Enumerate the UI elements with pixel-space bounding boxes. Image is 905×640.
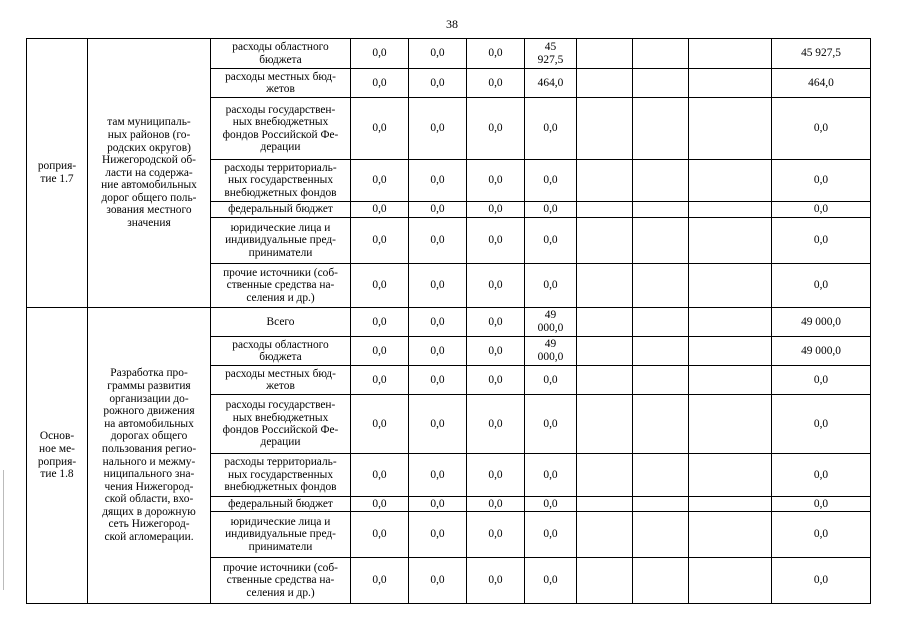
amount-cell-2: 0,0	[409, 512, 467, 558]
empty-year-cell	[689, 39, 772, 69]
funding-source-cell: расходы государствен- ных внебюджетных фондов Российской Фе- дерации	[211, 98, 351, 160]
amount-cell-4: 0,0	[525, 395, 577, 454]
empty-year-cell	[633, 497, 689, 512]
funding-source-cell: Всего	[211, 308, 351, 337]
empty-year-cell	[633, 308, 689, 337]
total-amount-cell: 0,0	[772, 218, 871, 264]
total-amount-cell: 0,0	[772, 264, 871, 308]
empty-year-cell	[633, 558, 689, 604]
amount-cell-1: 0,0	[351, 39, 409, 69]
empty-year-cell	[577, 160, 633, 202]
amount-cell-2: 0,0	[409, 337, 467, 366]
empty-year-cell	[689, 202, 772, 218]
amount-cell-3: 0,0	[467, 202, 525, 218]
amount-cell-3: 0,0	[467, 39, 525, 69]
total-amount-cell: 49 000,0	[772, 308, 871, 337]
amount-cell-1: 0,0	[351, 558, 409, 604]
amount-cell-4: 0,0	[525, 264, 577, 308]
total-amount-cell: 0,0	[772, 160, 871, 202]
amount-cell-4: 0,0	[525, 98, 577, 160]
amount-cell-2: 0,0	[409, 264, 467, 308]
empty-year-cell	[633, 264, 689, 308]
empty-year-cell	[689, 558, 772, 604]
amount-cell-1: 0,0	[351, 497, 409, 512]
amount-cell-2: 0,0	[409, 202, 467, 218]
amount-cell-3: 0,0	[467, 264, 525, 308]
empty-year-cell	[633, 202, 689, 218]
amount-cell-2: 0,0	[409, 69, 467, 98]
amount-cell-1: 0,0	[351, 160, 409, 202]
empty-year-cell	[577, 395, 633, 454]
amount-cell-4: 0,0	[525, 454, 577, 497]
amount-cell-2: 0,0	[409, 308, 467, 337]
empty-year-cell	[633, 39, 689, 69]
empty-year-cell	[689, 264, 772, 308]
total-amount-cell: 0,0	[772, 98, 871, 160]
amount-cell-3: 0,0	[467, 558, 525, 604]
funding-source-cell: прочие источники (соб- ственные средства на- селения и др.)	[211, 264, 351, 308]
amount-cell-4: 45 927,5	[525, 39, 577, 69]
funding-source-cell: прочие источники (соб- ственные средства на- селения и др.)	[211, 558, 351, 604]
amount-cell-3: 0,0	[467, 395, 525, 454]
amount-cell-1: 0,0	[351, 366, 409, 395]
amount-cell-1: 0,0	[351, 337, 409, 366]
amount-cell-3: 0,0	[467, 218, 525, 264]
amount-cell-2: 0,0	[409, 366, 467, 395]
budget-table	[26, 38, 871, 604]
amount-cell-1: 0,0	[351, 69, 409, 98]
activity-name-cell: Основ- ное ме- роприя- тие 1.8	[27, 308, 88, 604]
empty-year-cell	[577, 69, 633, 98]
amount-cell-4: 0,0	[525, 366, 577, 395]
total-amount-cell: 49 000,0	[772, 337, 871, 366]
program-description-cell: Разработка про- граммы развития организации до- рожного движения на автомобильных дорогах общего пользования регио- нального и межму- ниципального зна- чения Нижегород- ской области, вхо- дящих в дорожную сеть Нижегород- ской агломерации.	[88, 308, 211, 604]
amount-cell-1: 0,0	[351, 98, 409, 160]
funding-source-cell: расходы государствен- ных внебюджетных фондов Российской Фе- дерации	[211, 395, 351, 454]
empty-year-cell	[689, 218, 772, 264]
empty-year-cell	[577, 497, 633, 512]
funding-source-cell: расходы областного бюджета	[211, 39, 351, 69]
amount-cell-2: 0,0	[409, 160, 467, 202]
funding-source-cell: юридические лица и индивидуальные пред- приниматели	[211, 218, 351, 264]
total-amount-cell: 0,0	[772, 395, 871, 454]
amount-cell-3: 0,0	[467, 366, 525, 395]
amount-cell-3: 0,0	[467, 497, 525, 512]
empty-year-cell	[577, 218, 633, 264]
amount-cell-4: 49 000,0	[525, 337, 577, 366]
amount-cell-2: 0,0	[409, 98, 467, 160]
amount-cell-4: 49 000,0	[525, 308, 577, 337]
empty-year-cell	[577, 39, 633, 69]
amount-cell-1: 0,0	[351, 202, 409, 218]
empty-year-cell	[689, 337, 772, 366]
empty-year-cell	[633, 395, 689, 454]
amount-cell-4: 0,0	[525, 218, 577, 264]
program-description-cell: там муниципаль- ных районов (го- родских округов) Нижегородской об- ласти на содержа- ние автомобильных дорог общего поль- зования местного значения	[88, 39, 211, 308]
amount-cell-4: 0,0	[525, 558, 577, 604]
page-number: 38	[446, 17, 458, 31]
amount-cell-3: 0,0	[467, 160, 525, 202]
funding-source-cell: расходы территориаль- ных государственных внебюджетных фондов	[211, 454, 351, 497]
table-row	[27, 39, 871, 69]
empty-year-cell	[633, 160, 689, 202]
amount-cell-2: 0,0	[409, 395, 467, 454]
empty-year-cell	[689, 512, 772, 558]
amount-cell-1: 0,0	[351, 395, 409, 454]
amount-cell-2: 0,0	[409, 39, 467, 69]
empty-year-cell	[633, 337, 689, 366]
empty-year-cell	[689, 69, 772, 98]
amount-cell-3: 0,0	[467, 512, 525, 558]
amount-cell-4: 464,0	[525, 69, 577, 98]
scan-margin-line	[3, 470, 4, 590]
funding-source-cell: расходы местных бюд- жетов	[211, 69, 351, 98]
amount-cell-2: 0,0	[409, 454, 467, 497]
empty-year-cell	[577, 366, 633, 395]
empty-year-cell	[633, 98, 689, 160]
funding-source-cell: расходы областного бюджета	[211, 337, 351, 366]
empty-year-cell	[689, 395, 772, 454]
empty-year-cell	[633, 512, 689, 558]
empty-year-cell	[577, 308, 633, 337]
empty-year-cell	[689, 497, 772, 512]
empty-year-cell	[633, 366, 689, 395]
total-amount-cell: 0,0	[772, 558, 871, 604]
empty-year-cell	[689, 98, 772, 160]
amount-cell-4: 0,0	[525, 497, 577, 512]
amount-cell-4: 0,0	[525, 160, 577, 202]
empty-year-cell	[689, 308, 772, 337]
amount-cell-4: 0,0	[525, 512, 577, 558]
amount-cell-2: 0,0	[409, 558, 467, 604]
empty-year-cell	[577, 512, 633, 558]
amount-cell-1: 0,0	[351, 264, 409, 308]
empty-year-cell	[633, 69, 689, 98]
amount-cell-1: 0,0	[351, 512, 409, 558]
activity-name-cell: роприя- тие 1.7	[27, 39, 88, 308]
total-amount-cell: 0,0	[772, 497, 871, 512]
amount-cell-4: 0,0	[525, 202, 577, 218]
empty-year-cell	[577, 98, 633, 160]
empty-year-cell	[633, 218, 689, 264]
amount-cell-2: 0,0	[409, 218, 467, 264]
funding-source-cell: федеральный бюджет	[211, 202, 351, 218]
amount-cell-2: 0,0	[409, 497, 467, 512]
total-amount-cell: 464,0	[772, 69, 871, 98]
funding-source-cell: федеральный бюджет	[211, 497, 351, 512]
empty-year-cell	[689, 366, 772, 395]
total-amount-cell: 0,0	[772, 366, 871, 395]
funding-source-cell: расходы территориаль- ных государственных внебюджетных фондов	[211, 160, 351, 202]
amount-cell-3: 0,0	[467, 308, 525, 337]
empty-year-cell	[577, 454, 633, 497]
funding-source-cell: расходы местных бюд- жетов	[211, 366, 351, 395]
empty-year-cell	[577, 264, 633, 308]
amount-cell-3: 0,0	[467, 98, 525, 160]
total-amount-cell: 0,0	[772, 512, 871, 558]
empty-year-cell	[689, 454, 772, 497]
funding-source-cell: юридические лица и индивидуальные пред- приниматели	[211, 512, 351, 558]
empty-year-cell	[577, 202, 633, 218]
amount-cell-1: 0,0	[351, 218, 409, 264]
amount-cell-3: 0,0	[467, 69, 525, 98]
amount-cell-1: 0,0	[351, 454, 409, 497]
empty-year-cell	[633, 454, 689, 497]
table-row	[27, 308, 871, 337]
empty-year-cell	[577, 337, 633, 366]
amount-cell-1: 0,0	[351, 308, 409, 337]
total-amount-cell: 0,0	[772, 202, 871, 218]
total-amount-cell: 45 927,5	[772, 39, 871, 69]
amount-cell-3: 0,0	[467, 454, 525, 497]
empty-year-cell	[577, 558, 633, 604]
amount-cell-3: 0,0	[467, 337, 525, 366]
total-amount-cell: 0,0	[772, 454, 871, 497]
empty-year-cell	[689, 160, 772, 202]
